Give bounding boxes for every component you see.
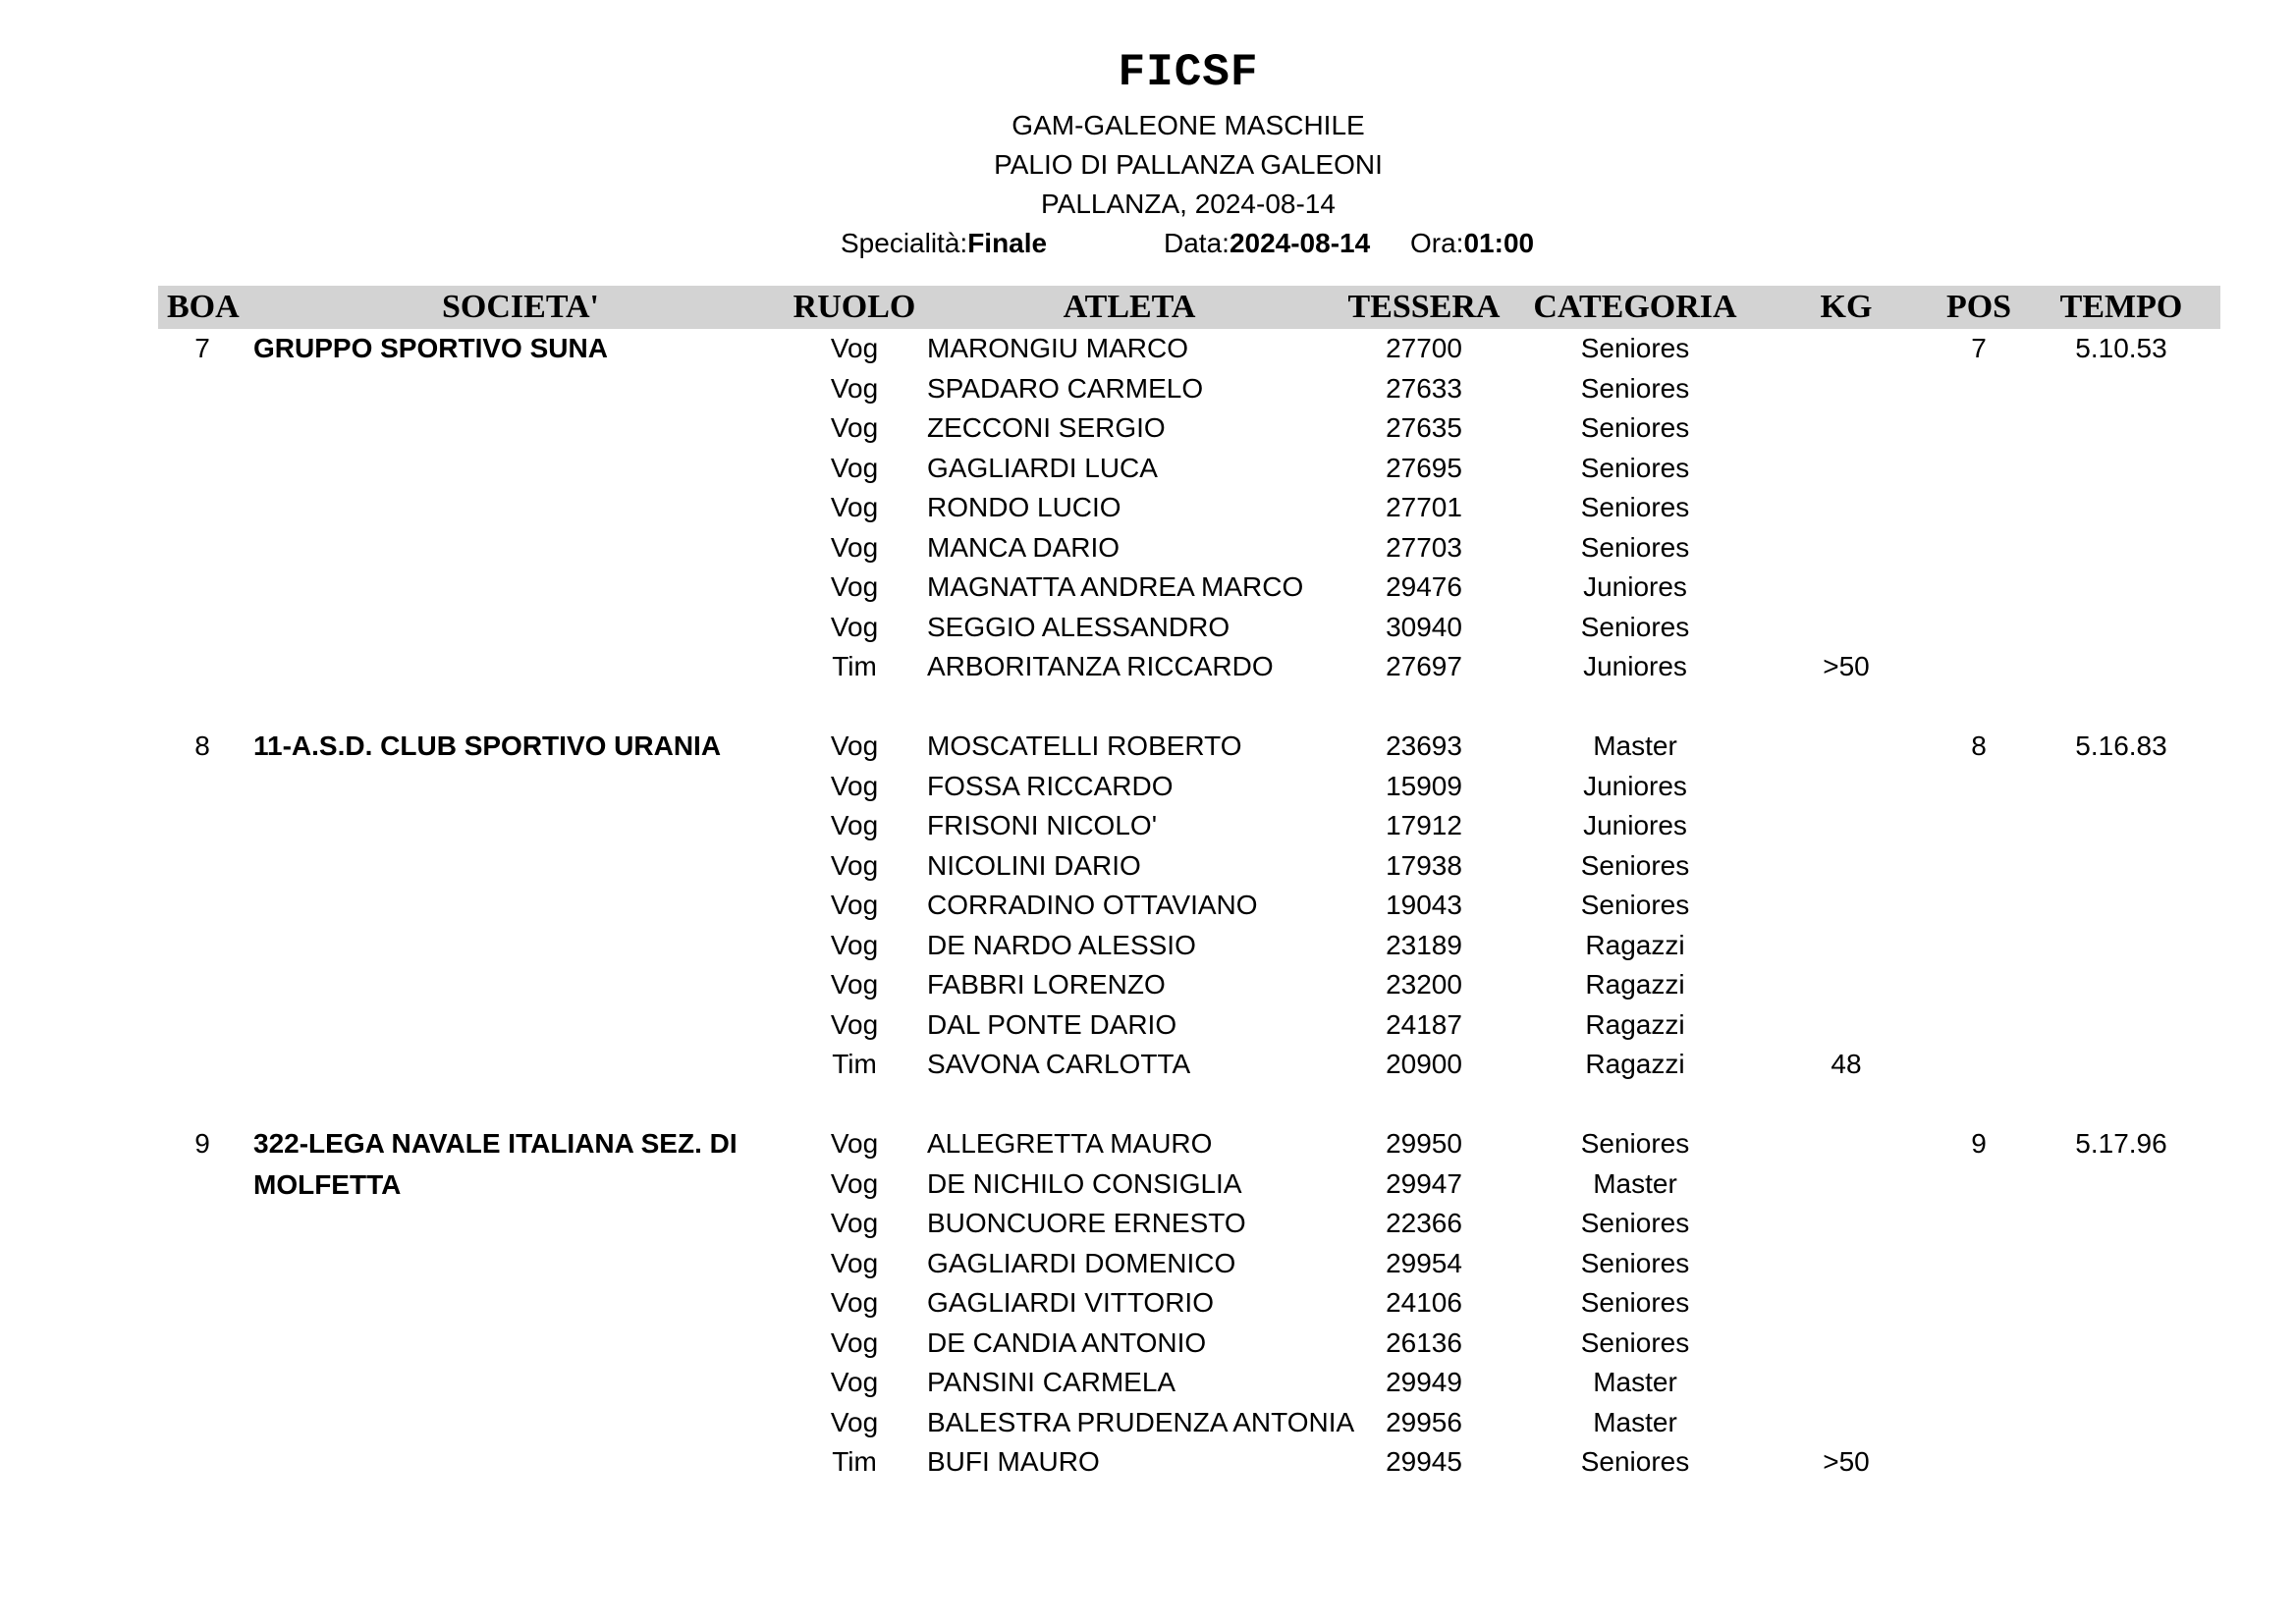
athlete-ruolo: Vog bbox=[830, 412, 879, 443]
col-header-pos: POS bbox=[1945, 289, 2012, 325]
crew-tempo: 5.16.83 bbox=[2075, 730, 2167, 761]
athlete-ruolo: Vog bbox=[830, 890, 879, 920]
col-header-boa: BOA bbox=[167, 289, 240, 325]
athlete-ruolo: Vog bbox=[830, 1367, 879, 1397]
athlete-tessera: 19043 bbox=[1386, 890, 1462, 920]
athlete-categoria: Ragazzi bbox=[1585, 969, 1685, 1000]
athlete-name: MOSCATELLI ROBERTO bbox=[927, 730, 1242, 761]
athlete-categoria: Master bbox=[1593, 730, 1677, 761]
race-time-value: 01:00 bbox=[1463, 228, 1535, 258]
athlete-ruolo: Vog bbox=[830, 810, 879, 840]
athlete-ruolo: Tim bbox=[832, 1049, 877, 1079]
col-header-societa: SOCIETA' bbox=[442, 289, 599, 325]
athlete-ruolo: Vog bbox=[830, 1128, 879, 1159]
athlete-ruolo: Vog bbox=[830, 571, 879, 602]
crew-boa: 8 bbox=[194, 730, 210, 761]
athlete-categoria: Seniores bbox=[1580, 1208, 1690, 1238]
athlete-kg: 48 bbox=[1831, 1049, 1862, 1079]
athlete-tessera: 26136 bbox=[1386, 1326, 1462, 1358]
athlete-categoria: Seniores bbox=[1580, 1446, 1690, 1477]
athlete-tessera: 24187 bbox=[1386, 1008, 1462, 1040]
athlete-tessera: 29476 bbox=[1386, 571, 1462, 602]
athlete-name: DE NARDO ALESSIO bbox=[927, 929, 1196, 960]
athlete-name: SPADARO CARMELO bbox=[927, 372, 1204, 404]
athlete-tessera: 23200 bbox=[1386, 969, 1462, 1000]
athlete-name: GAGLIARDI VITTORIO bbox=[927, 1287, 1214, 1318]
specialita bbox=[841, 228, 1047, 259]
crew-societa: GRUPPO SPORTIVO SUNA bbox=[253, 333, 608, 363]
athlete-ruolo: Vog bbox=[830, 1167, 879, 1199]
athlete-categoria: Ragazzi bbox=[1585, 1049, 1685, 1079]
athlete-tessera: 27701 bbox=[1386, 492, 1462, 522]
athlete-name: PANSINI CARMELA bbox=[927, 1367, 1176, 1397]
athlete-ruolo: Vog bbox=[830, 849, 879, 881]
athlete-categoria: Seniores bbox=[1580, 492, 1690, 522]
crew-societa: 11-A.S.D. CLUB SPORTIVO URANIA bbox=[253, 730, 722, 761]
athlete-ruolo: Vog bbox=[830, 1208, 879, 1238]
race-date bbox=[1164, 228, 1370, 259]
athlete-categoria: Seniores bbox=[1580, 1326, 1690, 1358]
athlete-tessera: 27703 bbox=[1386, 531, 1462, 563]
athlete-ruolo: Vog bbox=[830, 1008, 879, 1040]
athlete-categoria: Seniores bbox=[1580, 1247, 1690, 1278]
athlete-categoria: Master bbox=[1593, 1406, 1677, 1437]
athlete-name: DE NICHILO CONSIGLIA bbox=[927, 1167, 1242, 1199]
athlete-ruolo: Vog bbox=[830, 929, 879, 960]
athlete-tessera: 24106 bbox=[1386, 1287, 1462, 1318]
col-header-kg: KG bbox=[1820, 289, 1873, 325]
athlete-categoria: Juniores bbox=[1583, 810, 1687, 840]
athlete-tessera: 29954 bbox=[1386, 1247, 1462, 1278]
athlete-name: ALLEGRETTA MAURO bbox=[927, 1128, 1213, 1159]
athlete-name: ARBORITANZA RICCARDO bbox=[927, 651, 1274, 681]
athlete-kg: >50 bbox=[1823, 1446, 1870, 1477]
athlete-name: MANCA DARIO bbox=[927, 531, 1121, 563]
athlete-ruolo: Vog bbox=[830, 1287, 879, 1318]
athlete-categoria: Juniores bbox=[1583, 651, 1687, 681]
athlete-ruolo: Vog bbox=[830, 531, 879, 563]
athlete-categoria: Ragazzi bbox=[1585, 929, 1685, 960]
race-date-value: 2024-08-14 bbox=[1229, 228, 1371, 258]
athlete-tessera: 29950 bbox=[1386, 1128, 1462, 1159]
col-header-tessera: TESSERA bbox=[1347, 289, 1501, 325]
athlete-categoria: Seniores bbox=[1580, 611, 1690, 642]
athlete-categoria: Seniores bbox=[1580, 849, 1690, 881]
athlete-categoria: Seniores bbox=[1580, 1287, 1690, 1318]
crew-societa: 322-LEGA NAVALE ITALIANA SEZ. DI MOLFETTA bbox=[253, 1128, 738, 1200]
crew-tempo: 5.10.53 bbox=[2075, 333, 2167, 363]
athlete-categoria: Seniores bbox=[1580, 1128, 1690, 1159]
athlete-name: DAL PONTE DARIO bbox=[927, 1008, 1177, 1040]
athlete-categoria: Seniores bbox=[1580, 372, 1690, 404]
col-header-tempo: TEMPO bbox=[2059, 289, 2183, 325]
athlete-name: GAGLIARDI DOMENICO bbox=[927, 1247, 1236, 1278]
athlete-tessera: 29949 bbox=[1386, 1367, 1462, 1397]
athlete-name: ZECCONI SERGIO bbox=[927, 412, 1166, 443]
athlete-ruolo: Tim bbox=[832, 1446, 877, 1477]
athlete-name: MAGNATTA ANDREA MARCO bbox=[927, 571, 1304, 602]
athlete-name: FRISONI NICOLO' bbox=[927, 810, 1158, 840]
crew-pos: 8 bbox=[1971, 730, 1987, 761]
athlete-tessera: 23693 bbox=[1386, 730, 1462, 761]
athlete-tessera: 29945 bbox=[1386, 1446, 1462, 1477]
athlete-tessera: 23189 bbox=[1386, 929, 1462, 960]
athlete-tessera: 27635 bbox=[1386, 412, 1462, 443]
athlete-ruolo: Vog bbox=[830, 1326, 879, 1358]
athlete-categoria: Ragazzi bbox=[1585, 1008, 1685, 1040]
athlete-categoria: Seniores bbox=[1580, 452, 1690, 483]
athlete-name: BALESTRA PRUDENZA ANTONIA bbox=[927, 1406, 1355, 1437]
athlete-categoria: Seniores bbox=[1580, 412, 1690, 443]
race-date-label: Data: bbox=[1164, 228, 1230, 258]
athlete-categoria: Seniores bbox=[1580, 531, 1690, 563]
page-title: FICSF bbox=[1118, 47, 1259, 98]
athlete-name: SAVONA CARLOTTA bbox=[927, 1049, 1191, 1079]
athlete-ruolo: Vog bbox=[830, 730, 879, 761]
race-time-label: Ora: bbox=[1410, 228, 1464, 258]
athlete-ruolo: Vog bbox=[830, 372, 879, 404]
athlete-tessera: 29947 bbox=[1386, 1167, 1462, 1199]
athlete-categoria: Master bbox=[1593, 1167, 1677, 1199]
athlete-categoria: Juniores bbox=[1583, 571, 1687, 602]
athlete-tessera: 27633 bbox=[1386, 372, 1462, 404]
athlete-name: NICOLINI DARIO bbox=[927, 849, 1141, 881]
athlete-categoria: Juniores bbox=[1583, 770, 1687, 801]
athlete-categoria: Seniores bbox=[1580, 890, 1690, 920]
crew-boa: 9 bbox=[194, 1128, 210, 1159]
athlete-tessera: 27700 bbox=[1386, 333, 1462, 363]
athlete-name: DE CANDIA ANTONIO bbox=[927, 1326, 1207, 1358]
crew-pos: 9 bbox=[1971, 1128, 1987, 1159]
athlete-name: SEGGIO ALESSANDRO bbox=[927, 611, 1230, 642]
athlete-ruolo: Tim bbox=[832, 651, 877, 681]
event-location-date: PALLANZA, 2024-08-14 bbox=[1041, 189, 1336, 219]
athlete-ruolo: Vog bbox=[830, 492, 879, 522]
athlete-tessera: 17912 bbox=[1386, 810, 1462, 840]
athlete-name: MARONGIU MARCO bbox=[927, 333, 1188, 363]
athlete-name: FOSSA RICCARDO bbox=[927, 770, 1174, 801]
athlete-categoria: Seniores bbox=[1580, 333, 1690, 363]
athlete-tessera: 29956 bbox=[1386, 1406, 1462, 1437]
athlete-ruolo: Vog bbox=[830, 333, 879, 363]
athlete-tessera: 17938 bbox=[1386, 849, 1462, 881]
col-header-categoria: CATEGORIA bbox=[1533, 289, 1737, 325]
crew-tempo: 5.17.96 bbox=[2075, 1128, 2167, 1159]
athlete-ruolo: Vog bbox=[830, 452, 879, 483]
col-header-ruolo: RUOLO bbox=[793, 289, 916, 325]
crew-boa: 7 bbox=[194, 333, 210, 363]
athlete-tessera: 30940 bbox=[1386, 611, 1462, 642]
athlete-tessera: 27695 bbox=[1386, 452, 1462, 483]
athlete-name: BUFI MAURO bbox=[927, 1446, 1100, 1477]
athlete-name: FABBRI LORENZO bbox=[927, 969, 1166, 1000]
athlete-ruolo: Vog bbox=[830, 969, 879, 1000]
athlete-ruolo: Vog bbox=[830, 611, 879, 642]
athlete-tessera: 20900 bbox=[1386, 1049, 1462, 1079]
race-class: GAM-GALEONE MASCHILE bbox=[1011, 110, 1365, 140]
specialita-label: Specialità: bbox=[841, 228, 968, 258]
athlete-name: CORRADINO OTTAVIANO bbox=[927, 890, 1258, 920]
athlete-tessera: 15909 bbox=[1386, 770, 1462, 801]
athlete-name: BUONCUORE ERNESTO bbox=[927, 1208, 1246, 1238]
athlete-ruolo: Vog bbox=[830, 770, 879, 801]
race-time bbox=[1410, 228, 1534, 259]
crew-pos: 7 bbox=[1971, 333, 1987, 363]
athlete-categoria: Master bbox=[1593, 1367, 1677, 1397]
event-name: PALIO DI PALLANZA GALEONI bbox=[994, 149, 1383, 180]
athlete-name: GAGLIARDI LUCA bbox=[927, 452, 1158, 483]
athlete-tessera: 27697 bbox=[1386, 651, 1462, 681]
athlete-kg: >50 bbox=[1823, 651, 1870, 681]
col-header-atleta: ATLETA bbox=[1063, 289, 1196, 325]
athlete-tessera: 22366 bbox=[1386, 1208, 1462, 1238]
athlete-ruolo: Vog bbox=[830, 1247, 879, 1278]
specialita-value: Finale bbox=[967, 228, 1048, 258]
athlete-name: RONDO LUCIO bbox=[927, 492, 1121, 522]
athlete-ruolo: Vog bbox=[830, 1406, 879, 1437]
